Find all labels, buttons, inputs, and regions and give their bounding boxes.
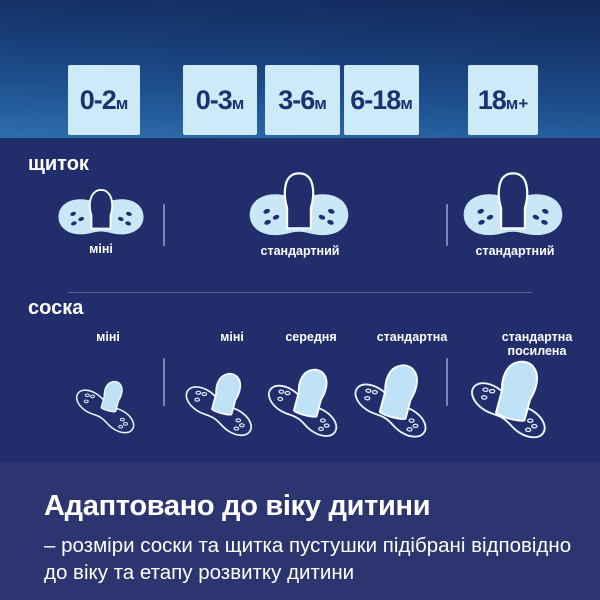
pacifier-teat-standard-icon [340,362,448,447]
pacifier-shield-mini-icon [57,180,145,236]
age-tab-1 [68,65,140,135]
shield-size-label: стандартний [475,244,555,258]
footer-title: Адаптовано до віку дитини [44,490,431,522]
divider [163,358,165,406]
age-tab-unit: м [400,94,413,113]
shield-size-label: міні [89,242,113,256]
footer-description: – розміри соски та щитка пустушки підібрані відповідно до віку та етапу розвитку дитини [44,534,572,584]
teat-section-title: соска [28,297,84,319]
pacifier-teat-standard-reinforced-icon [456,360,568,448]
age-range-band [0,0,600,138]
teat-size-label: міні [96,330,120,344]
age-tab-unit: м [231,94,245,113]
pacifier-teat-mini-icon [64,372,152,441]
pacifier-shield-standard-icon [462,172,564,237]
divider [446,358,448,406]
shield-size-label: стандартний [260,244,340,258]
divider [163,204,165,246]
age-tab-3 [265,65,340,135]
age-tab-unit: м+ [505,94,529,113]
age-tab-5 [468,65,538,135]
age-tab-value: 0-2 [79,84,116,115]
age-tab-value: 3-6 [278,84,315,115]
age-tab-2 [183,65,257,135]
pacifier-shield-standard-icon [248,172,350,237]
age-tab-value: 6-18 [350,84,401,115]
teat-size-label: середня [285,330,337,344]
teat-size-label: міні [220,330,244,344]
divider [68,292,532,293]
divider [446,204,448,246]
shield-section-title: щиток [28,153,89,175]
age-tab-4 [344,65,419,135]
age-tab-value: 18 [477,84,506,115]
teat-size-label: стандартна посилена [501,330,573,359]
age-tab-unit: м [314,94,327,113]
age-tab-unit: м [115,94,129,113]
age-tab-value: 0-3 [195,84,232,115]
teat-size-label: стандартна [376,330,448,344]
